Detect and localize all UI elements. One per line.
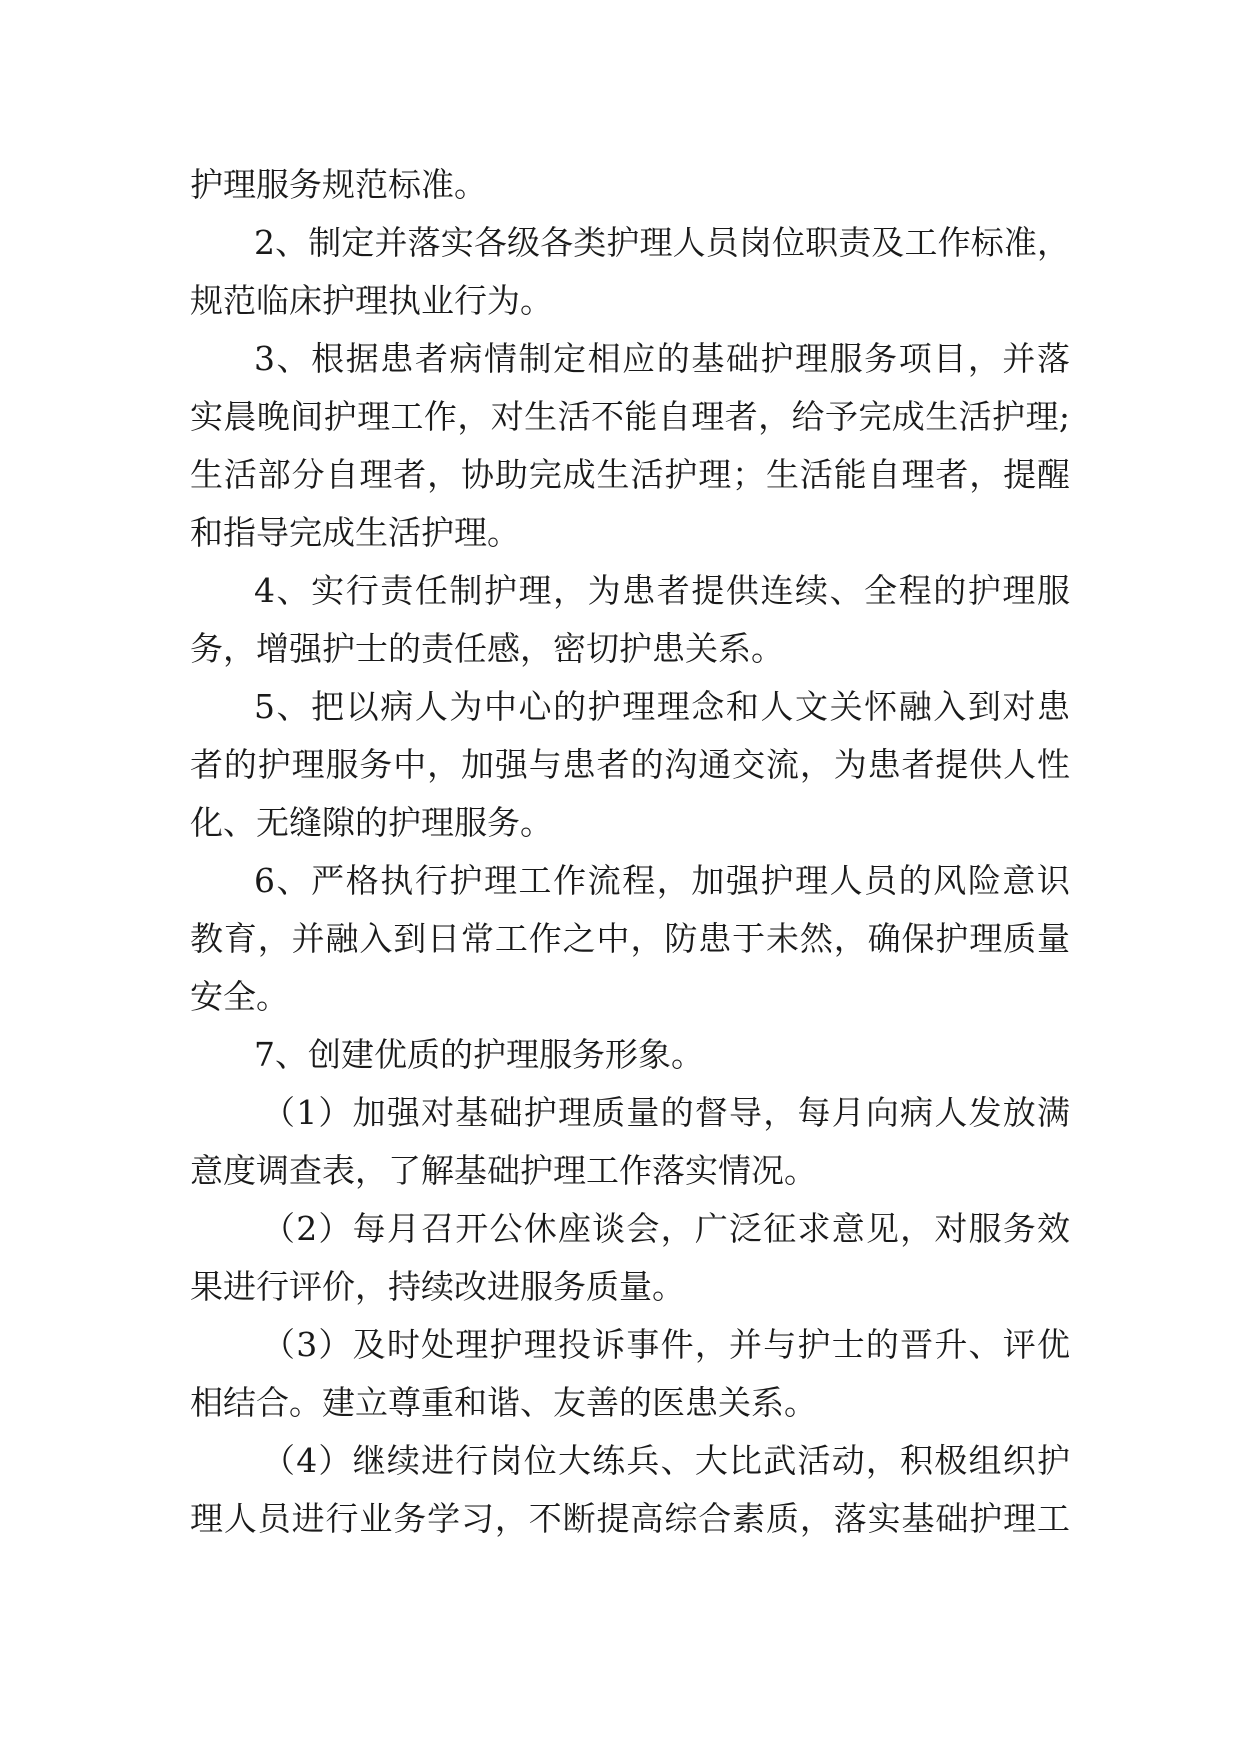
text-line: 果进行评价，持续改进服务质量。 (190, 1267, 685, 1306)
text-line: 理人员进行业务学习，不断提高综合素质，落实基础护理工 (190, 1499, 1070, 1538)
text-line: 4、实行责任制护理，为患者提供连续、全程的护理服 (254, 571, 1070, 610)
text-line: 安全。 (190, 977, 289, 1016)
text-line: 2、制定并落实各级各类护理人员岗位职责及工作标准， (254, 223, 1070, 262)
text-line: 5、把以病人为中心的护理理念和人文关怀融入到对患 (254, 687, 1070, 726)
text-line: （1）加强对基础护理质量的督导，每月向病人发放满 (262, 1093, 1070, 1132)
text-line: 化、无缝隙的护理服务。 (190, 803, 553, 842)
text-line: （4）继续进行岗位大练兵、大比武活动，积极组织护 (262, 1441, 1070, 1480)
text-line: 和指导完成生活护理。 (190, 513, 520, 552)
text-line: 意度调查表，了解基础护理工作落实情况。 (190, 1151, 817, 1190)
text-line: （3）及时处理护理投诉事件，并与护士的晋升、评优 (262, 1325, 1070, 1364)
text-line: 教育，并融入到日常工作之中，防患于未然，确保护理质量 (190, 919, 1070, 958)
text-line: 生活部分自理者，协助完成生活护理；生活能自理者，提醒 (190, 455, 1070, 494)
text-line: （2）每月召开公休座谈会，广泛征求意见，对服务效 (262, 1209, 1070, 1248)
text-line: 务，增强护士的责任感，密切护患关系。 (190, 629, 784, 668)
text-line: 护理服务规范标准。 (190, 165, 487, 204)
text-line: 3、根据患者病情制定相应的基础护理服务项目，并落 (254, 339, 1070, 378)
text-line: 6、严格执行护理工作流程，加强护理人员的风险意识 (254, 861, 1070, 900)
text-line: 7、创建优质的护理服务形象。 (254, 1035, 704, 1074)
text-line: 相结合。建立尊重和谐、友善的医患关系。 (190, 1383, 817, 1422)
text-line: 者的护理服务中，加强与患者的沟通交流，为患者提供人性 (190, 745, 1070, 784)
text-line: 实晨晚间护理工作，对生活不能自理者，给予完成生活护理; (190, 397, 1070, 436)
text-line: 规范临床护理执业行为。 (190, 281, 553, 320)
